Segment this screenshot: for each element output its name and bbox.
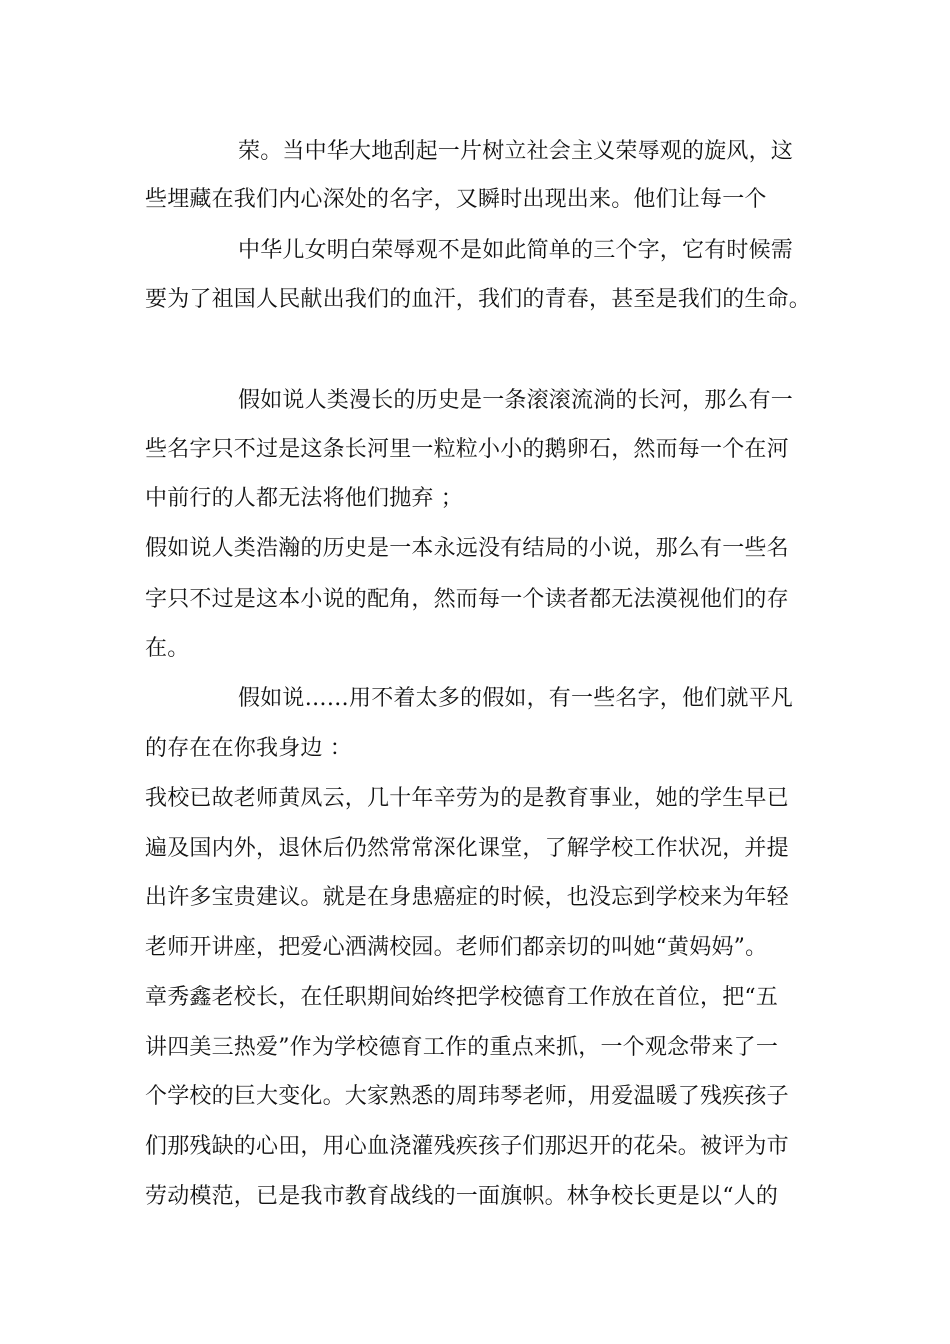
text-line: 遍及国内外，退休后仍然常常深化课堂，了解学校工作状况，并提 [145, 836, 789, 861]
text-line: 假如说人类浩瀚的历史是一本永远没有结局的小说，那么有一些名 [145, 536, 789, 561]
text-line: 讲四美三热爱”作为学校德育工作的重点来抓，一个观念带来了一 [145, 1035, 779, 1060]
text-line: 老师开讲座，把爱心洒满校园。老师们都亲切的叫她“黄妈妈”。 [145, 935, 768, 960]
text-line: 中华儿女明白荣辱观不是如此简单的三个字，它有时候需 [238, 238, 794, 263]
text-line: 劳动模范，已是我市教育战线的一面旗帜。林争校长更是以“人的 [145, 1184, 779, 1209]
text-line: 出许多宝贵建议。就是在身患癌症的时候，也没忘到学校来为年轻 [145, 885, 789, 910]
text-line: 的存在在你我身边 ： [145, 736, 352, 761]
text-line: 章秀鑫老校长，在任职期间始终把学校德育工作放在首位，把“五 [145, 985, 779, 1010]
text-line: 在。 [145, 636, 190, 661]
text-line: 假如说人类漫长的历史是一条滚滚流淌的长河，那么有一 [238, 388, 794, 413]
text-line: 些埋藏在我们内心深处的名字，又瞬时出现出来。他们让每一个 [145, 187, 767, 212]
text-line: 假如说……用不着太多的假如，有一些名字，他们就平凡 [238, 686, 794, 711]
text-line: 们那残缺的心田，用心血浇灌残疾孩子们那迟开的花朵。被评为市 [145, 1134, 789, 1159]
text-line: 要为了祖国人民献出我们的血汗，我们的青春，甚至是我们的生命。 [145, 287, 812, 312]
text-line: 荣。当中华大地刮起一片树立社会主义荣辱观的旋风，这 [238, 139, 794, 164]
text-line: 个学校的巨大变化。大家熟悉的周玮琴老师，用爱温暖了残疾孩子 [145, 1084, 789, 1109]
text-line: 字只不过是这本小说的配角，然而每一个读者都无法漠视他们的存 [145, 587, 789, 612]
text-line: 些名字只不过是这条长河里一粒粒小小的鹅卵石，然而每一个在河 [145, 437, 789, 462]
text-line: 我校已故老师黄凤云，几十年辛劳为的是教育事业，她的学生早已 [145, 786, 789, 811]
text-line: 中前行的人都无法将他们抛弃 ； [145, 486, 463, 511]
